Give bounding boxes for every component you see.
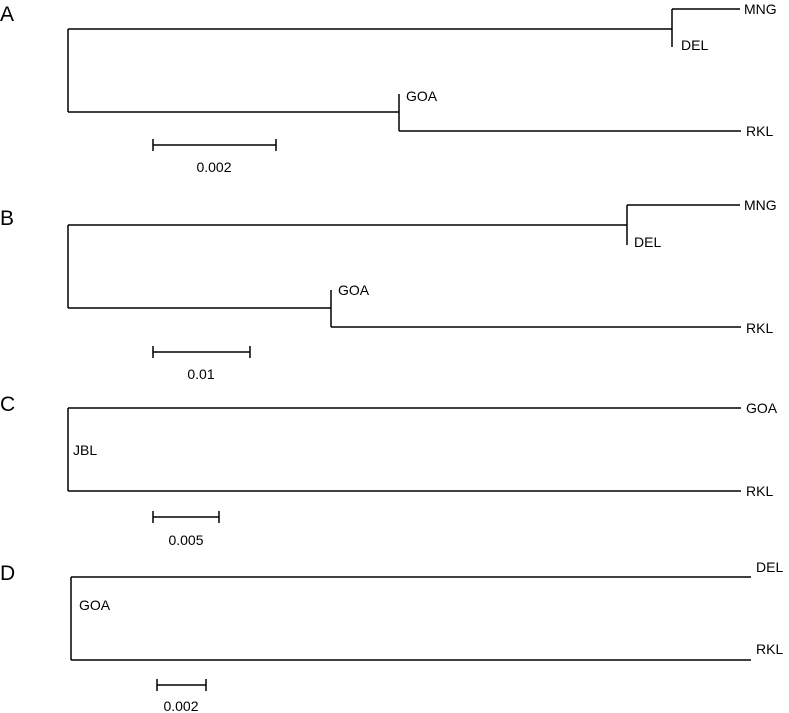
- panel-a-taxon-rkl: RKL: [746, 123, 774, 139]
- panel-a-letter: A: [0, 3, 15, 26]
- panel-b: [0, 197, 777, 382]
- panel-d: [0, 559, 783, 713]
- panel-c-taxon-bottom: RKL: [746, 483, 774, 499]
- panel-b-taxon-del: DEL: [634, 234, 662, 250]
- panel-c-scale-label: 0.005: [168, 532, 204, 548]
- panel-b-scale-label: 0.01: [187, 366, 215, 382]
- panel-d-scale-bar: [157, 679, 206, 691]
- panel-a-taxon-del: DEL: [681, 37, 709, 53]
- panel-d-taxon-top: DEL: [756, 559, 784, 575]
- panel-b-taxon-rkl: RKL: [746, 320, 774, 336]
- panel-c-scale-bar: [153, 511, 219, 523]
- panel-a-taxon-goa: GOA: [406, 88, 438, 104]
- panel-d-scale-label: 0.002: [163, 698, 199, 713]
- panel-a: [0, 1, 777, 175]
- panel-b-scale-bar: [153, 346, 250, 358]
- panel-d-letter: D: [0, 562, 16, 585]
- panel-c: [0, 393, 778, 548]
- panel-a-taxon-mng: MNG: [744, 1, 777, 17]
- panel-b-letter: B: [0, 207, 15, 230]
- panel-d-taxon-bottom: RKL: [756, 641, 784, 657]
- panel-b-taxon-goa: GOA: [338, 282, 370, 298]
- panel-b-taxon-mng: MNG: [744, 197, 777, 213]
- panel-d-taxon-root: GOA: [79, 597, 111, 613]
- panel-a-scale-label: 0.002: [196, 159, 232, 175]
- panel-c-taxon-top: GOA: [746, 400, 778, 416]
- panel-c-letter: C: [0, 393, 16, 416]
- panel-c-taxon-root: JBL: [73, 442, 98, 458]
- panel-a-scale-bar: [153, 139, 276, 151]
